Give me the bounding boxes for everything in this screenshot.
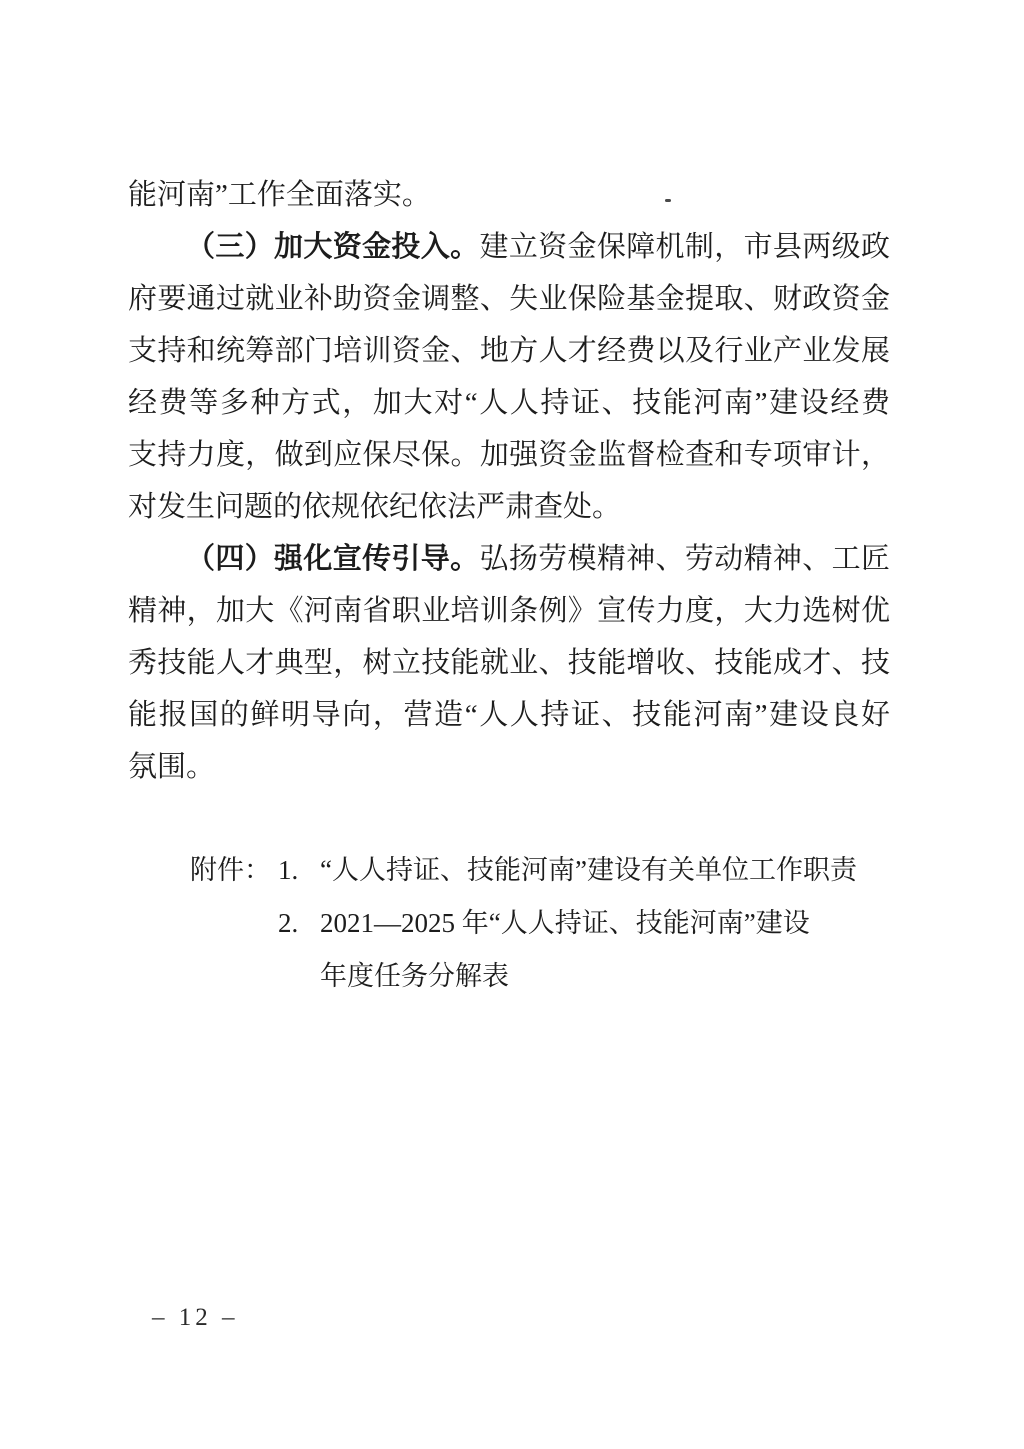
para-four-first-line-rest: 弘扬劳模精神、劳动精神、工匠	[479, 543, 890, 575]
para-four-line: 精神，加大《河南省职业培训条例》宣传力度，大力选树优	[128, 595, 890, 627]
para-three-line: 经费等多种方式，加大对“人人持证、技能河南”建设经费	[128, 387, 890, 419]
attachments-block	[190, 844, 970, 1003]
page-number: – 12 –	[152, 1304, 239, 1331]
para-four-line: 秀技能人才典型，树立技能就业、技能增收、技能成才、技	[128, 647, 890, 679]
para-four-line: 能报国的鲜明导向，营造“人人持证、技能河南”建设良好	[128, 699, 890, 731]
para-three-line: 支持力度，做到应保尽保。加强资金监督检查和专项审计，	[128, 439, 890, 471]
para-three-line: 府要通过就业补助资金调整、失业保险基金提取、财政资金	[128, 283, 890, 315]
attachment-item-2	[278, 897, 970, 950]
para-four-first-line	[128, 533, 890, 585]
attachment-1-number: 1.	[278, 855, 299, 885]
para-three-last-line: 对发生问题的依规依纪依法严肃查处。	[128, 491, 622, 523]
para-three-line: 支持和统筹部门培训资金、地方人才经费以及行业产业发展	[128, 335, 890, 367]
para-four-heading: （四）强化宣传引导。	[186, 543, 480, 575]
intro-continuation-line: 能河南”工作全面落实。	[128, 179, 431, 211]
para-three-heading: （三）加大资金投入。	[186, 231, 480, 263]
attachment-1-title: “人人持证、技能河南”建设有关单位工作职责	[320, 855, 857, 885]
body-text	[128, 169, 890, 793]
para-three-first-line-rest: 建立资金保障机制，市县两级政	[479, 231, 890, 263]
attachment-item-2-continuation	[320, 950, 970, 1003]
attachments-label: 附件：	[190, 855, 271, 885]
attachment-item-1	[190, 844, 970, 897]
attachment-2-title-line1: 2021—2025 年“人人持证、技能河南”建设	[320, 908, 810, 938]
attachment-2-number: 2.	[278, 908, 299, 938]
attachment-2-title-line2: 年度任务分解表	[320, 961, 509, 991]
para-four-last-line: 氛围。	[128, 751, 216, 783]
para-three-first-line	[128, 221, 890, 273]
